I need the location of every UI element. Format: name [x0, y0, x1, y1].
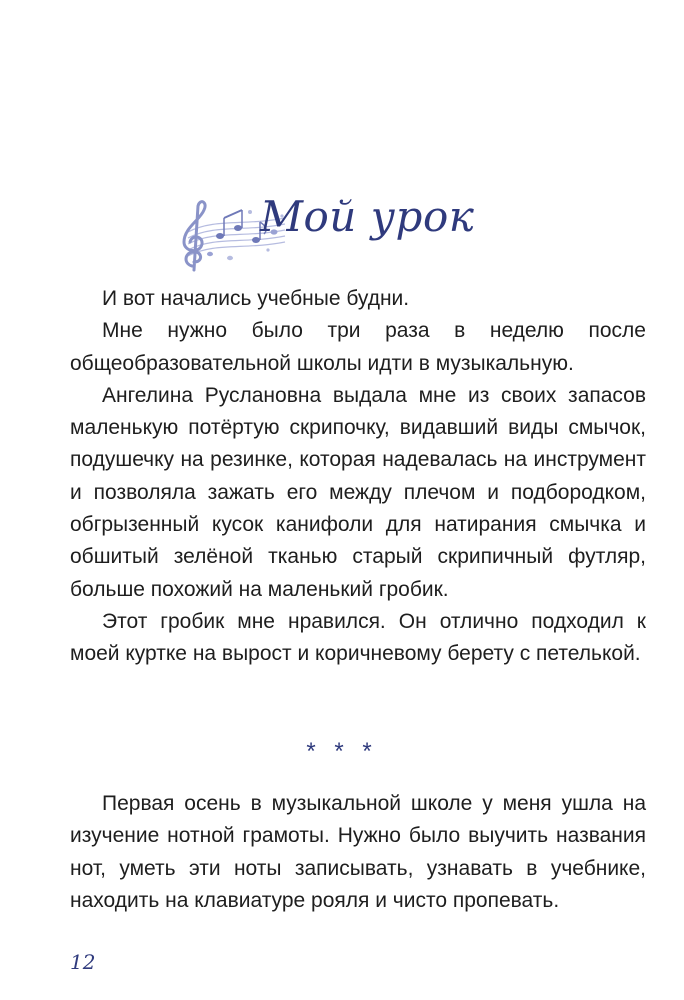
section-separator: * * * [306, 738, 378, 765]
paragraph: Первая осень в музыкальной школе у меня ушла на изучение нотной грамоты. Нужно было выучить названия нот, уметь эти ноты записывать, узнавать в учебнике, находить на клавиатуре рояля и чисто пропевать. [70, 792, 646, 912]
paragraph: И вот начались учебные будни. [102, 287, 410, 310]
page-number: 12 [70, 950, 96, 974]
chapter-title: Мой урок [260, 192, 475, 241]
paragraph: Мне нужно было три раза в неделю после общеобразовательной школы идти в музыкальную. [70, 319, 646, 375]
text-block-main [70, 283, 646, 671]
paragraph: Этот гробик мне нравился. Он отлично подходил к моей куртке на вырост и коричневому берету с петелькой. [70, 609, 646, 666]
paragraph: Ангелина Руслановна выдала мне из своих запасов маленькую потёртую скрипочку, видавший виды смычок, подушечку на резинке, которая надевалась на инструмент и позволяла зажать его между плечом и подбородком, обгрызенный кусок канифоли для натирания смычка и обшитый зелёной тканью старый скрипичный футляр, больше похожий на маленький гробик. [70, 383, 646, 601]
text-block-secondary [70, 788, 646, 917]
chapter-heading [170, 188, 500, 278]
